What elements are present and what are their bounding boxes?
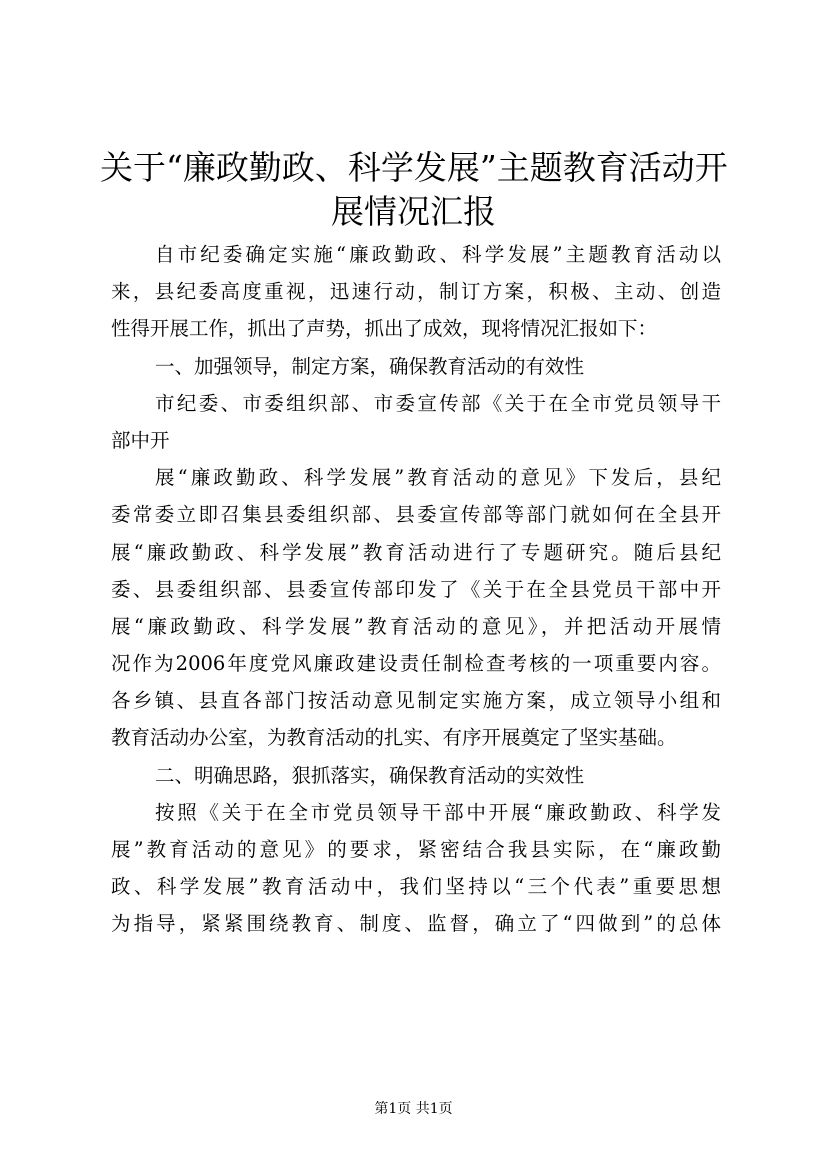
body-text-line: 市纪委、市委组织部、市委宣传部《关于在全市党员领导干 <box>155 391 721 415</box>
body-text-line: 教育活动办公室，为教育活动的扎实、有序开展奠定了坚实基础。 <box>111 726 677 750</box>
body-text-line: 展“廉政勤政、科学发展”教育活动的意见》，并把活动开展情 <box>111 614 721 638</box>
body-text-line: 展“廉政勤政、科学发展”教育活动的意见》下发后，县纪 <box>155 466 721 490</box>
body-text-line: 来，县纪委高度重视，迅速行动，制订方案，积极、主动、创造 <box>111 280 721 304</box>
body-text-line: 按照《关于在全市党员领导干部中开展“廉政勤政、科学发 <box>155 800 721 824</box>
body-text-line: 部中开 <box>111 428 170 452</box>
body-text-line: 自市纪委确定实施“廉政勤政、科学发展”主题教育活动以 <box>155 243 721 266</box>
body-text-line: 展“廉政勤政、科学发展”教育活动进行了专题研究。随后县纪 <box>111 540 721 564</box>
document-body <box>111 236 721 943</box>
body-text-line: 委、县委组织部、县委宣传部印发了《关于在全县党员干部中开 <box>111 577 721 601</box>
body-text-line: 性得开展工作，抓出了声势，抓出了成效，现将情况汇报如下： <box>111 317 658 341</box>
body-text-line: 各乡镇、县直各部门按活动意见制定实施方案，成立领导小组和 <box>111 689 721 713</box>
body-text-line: 二、明确思路，狠抓落实，确保教育活动的实效性 <box>155 763 585 787</box>
document-title-line-2: 展情况汇报 <box>331 192 496 231</box>
page-number-footer: 第1页 共1页 <box>374 1101 453 1117</box>
document-title-line-1: 关于“廉政勤政、科学发展”主题教育活动开 <box>100 148 728 187</box>
body-text-line: 委常委立即召集县委组织部、县委宣传部等部门就如何在全县开 <box>111 503 721 527</box>
body-text-line: 政、科学发展”教育活动中，我们坚持以“三个代表”重要思想 <box>111 875 721 899</box>
body-text-line: 一、加强领导，制定方案，确保教育活动的有效性 <box>155 354 585 378</box>
body-text-line: 为指导，紧紧围绕教育、制度、监督，确立了“四做到”的总体 <box>111 912 721 936</box>
body-text-line: 展”教育活动的意见》的要求，紧密结合我县实际，在“廉政勤 <box>111 838 721 861</box>
body-text-line: 况作为2006年度党风廉政建设责任制检查考核的一项重要内容。 <box>111 652 721 676</box>
